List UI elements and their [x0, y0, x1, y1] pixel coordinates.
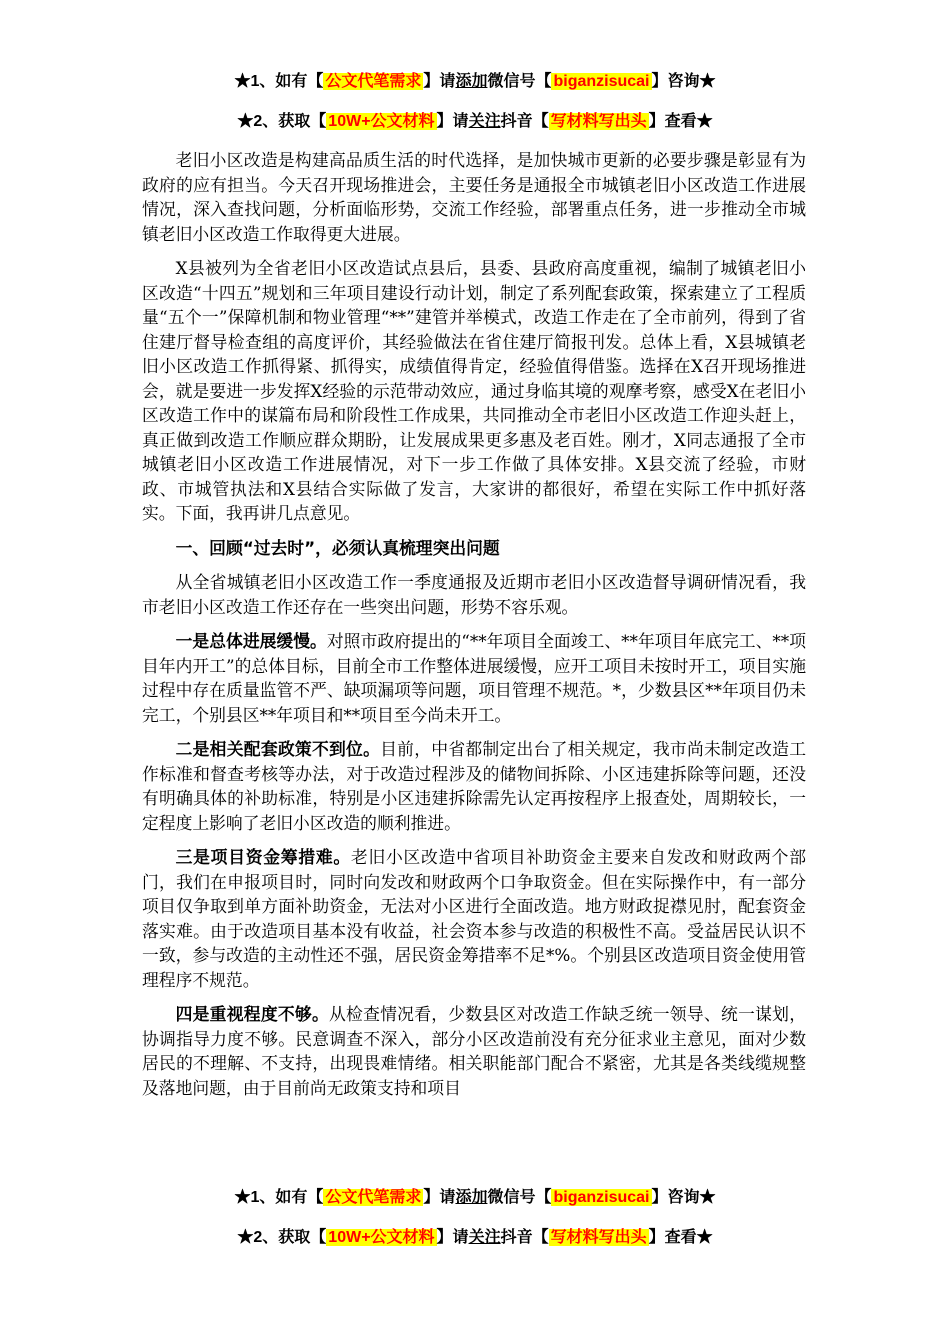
paragraph-overview: 从全省城镇老旧小区改造工作一季度通报及近期市老旧小区改造督导调研情况看，我市老旧小区改造工作还存在一些突出问题，形势不容乐观。 [142, 572, 806, 617]
banner-text: 2、获取【 [253, 1229, 327, 1246]
highlight-text: biganzisucai [553, 73, 650, 90]
highlight-text: 写材料写出头 [550, 1229, 647, 1246]
highlight-text: 10W+公文材料 [328, 113, 435, 130]
banner-text: 微信号【 [487, 73, 552, 90]
promo-banner-bottom-1 [0, 1186, 950, 1210]
issue-text: 从检查情况看，少数县区对改造工作缺乏统一领导、统一谋划，协调指导力度不够。民意调查不深入，部分小区改造前没有充分征求业主意见，面对少数居民的不理解、不支持，出现畏难情绪。相关职能部门配合不紧密，尤其是各类线缆规整及落地问题，由于目前尚无政策支持和项目 [142, 1004, 806, 1098]
underlined-text: 关注 [468, 113, 501, 130]
star-icon: ★ [234, 1189, 251, 1206]
highlight-text: 10W+公文材料 [328, 1229, 435, 1246]
highlight-text: 公文代笔需求 [325, 73, 422, 90]
issue-text: 对照市政府提出的“**年项目全面竣工、**年项目年底完工、**项目年内开工”的总体目标，目前全市工作整体进展缓慢，应开工项目未按时开工，项目实施过程中存在质量监管不严、缺项漏项等问题，项目管理不规范。*，少数县区**年项目仍未完工，个别县区**年项目和**项目至今尚未开工。 [142, 631, 806, 725]
paragraph-issue-1 [142, 629, 806, 727]
banner-text: 微信号【 [487, 1189, 552, 1206]
issue-text: 老旧小区改造中省项目补助资金主要来自发改和财政两个部门，我们在申报项目时，同时向发改和财政两个口争取资金。但在实际操作中，有一部分项目仅争取到单方面补助资金，无法对小区进行全面改造。地方财政捉襟见肘，配套资金落实难。由于改造项目基本没有收益，社会资本参与改造的积极性不高。受益居民认识不一致，参与改造的主动性还不强，居民资金筹措率不足*%。个别县区改造项目资金使用管理程序不规范。 [142, 847, 806, 990]
promo-banner-top-1 [0, 70, 950, 94]
banner-text: 抖音【 [500, 1229, 549, 1246]
paragraph-county-experience: X县被列为全省老旧小区改造试点县后，县委、县政府高度重视，编制了城镇老旧小区改造“十四五”规划和三年项目建设行动计划，制定了系列配套政策，探索建立了工程质量“五个一”保障机制和物业管理“**”建管并举模式，改造工作走在了全市前列，得到了省住建厅督导检查组的高度评价，其经验做法在省住建厅简报刊发。总体上看，X县城镇老旧小区改造工作抓得紧、抓得实，成绩值得肯定，经验值得借鉴。选择在X召开现场推进会，就是要进一步发挥X经验的示范带动效应，通过身临其境的观摩考察，感受X在老旧小区改造工作中的谋篇布局和阶段性工作成果，共同推动全市老旧小区改造工作迎头赶上，真正做到改造工作顺应群众期盼，让发展成果更多惠及老百姓。刚才，X同志通报了全市城镇老旧小区改造工作进展情况，对下一步工作做了具体安排。X县交流了经验，市财政、市城管执法和X县结合实际做了发言，大家讲的都很好，希望在实际工作中抓好落实。下面，我再讲几点意见。 [142, 258, 806, 523]
paragraph-issue-4 [142, 1002, 806, 1100]
document-body [142, 148, 806, 1100]
issue-text: 目前，中省都制定出台了相关规定，我市尚未制定改造工作标准和督查考核等办法，对于改造过程涉及的储物间拆除、小区违建拆除等问题，还没有明确具体的补助标准，特别是小区违建拆除需先认定再按程序上报查处，周期较长，一定程度上影响了老旧小区改造的顺利推进。 [142, 739, 806, 833]
banner-text: 】请 [423, 73, 456, 90]
highlight-text: 写材料写出头 [550, 113, 647, 130]
banner-text: 】查看★ [648, 1229, 713, 1246]
banner-text: 】咨询★ [651, 1189, 716, 1206]
banner-text: 抖音【 [500, 113, 549, 130]
section-heading-1: 一、回顾“过去时”，必须认真梳理突出问题 [175, 537, 500, 558]
promo-banner-bottom-2 [0, 1226, 950, 1250]
highlight-text: biganzisucai [553, 1189, 650, 1206]
banner-text: 】咨询★ [651, 73, 716, 90]
banner-text: 】请 [436, 1229, 469, 1246]
paragraph-issue-3 [142, 845, 806, 992]
banner-text: 】请 [423, 1189, 456, 1206]
star-icon: ★ [234, 73, 251, 90]
issue-lead: 二是相关配套政策不到位。 [175, 739, 381, 759]
banner-text: 】查看★ [648, 113, 713, 130]
paragraph-issue-2 [142, 737, 806, 835]
banner-text: 1、如有【 [250, 73, 324, 90]
banner-text: 1、如有【 [250, 1189, 324, 1206]
issue-lead: 三是项目资金筹措难。 [175, 847, 351, 867]
star-icon: ★ [237, 1229, 254, 1246]
banner-text: 2、获取【 [253, 113, 327, 130]
underlined-text: 添加 [455, 1189, 488, 1206]
promo-banner-top-2 [0, 110, 950, 134]
highlight-text: 公文代笔需求 [325, 1189, 422, 1206]
underlined-text: 添加 [455, 73, 488, 90]
banner-text: 】请 [436, 113, 469, 130]
paragraph-intro: 老旧小区改造是构建高品质生活的时代选择，是加快城市更新的必要步骤是彰显有为政府的应有担当。今天召开现场推进会，主要任务是通报全市城镇老旧小区改造工作进展情况，深入查找问题，分析面临形势，交流工作经验，部署重点任务，进一步推动全市城镇老旧小区改造工作取得更大进展。 [142, 150, 806, 244]
issue-lead: 四是重视程度不够。 [175, 1004, 329, 1024]
star-icon: ★ [237, 113, 254, 130]
underlined-text: 关注 [468, 1229, 501, 1246]
issue-lead: 一是总体进展缓慢。 [175, 631, 327, 651]
